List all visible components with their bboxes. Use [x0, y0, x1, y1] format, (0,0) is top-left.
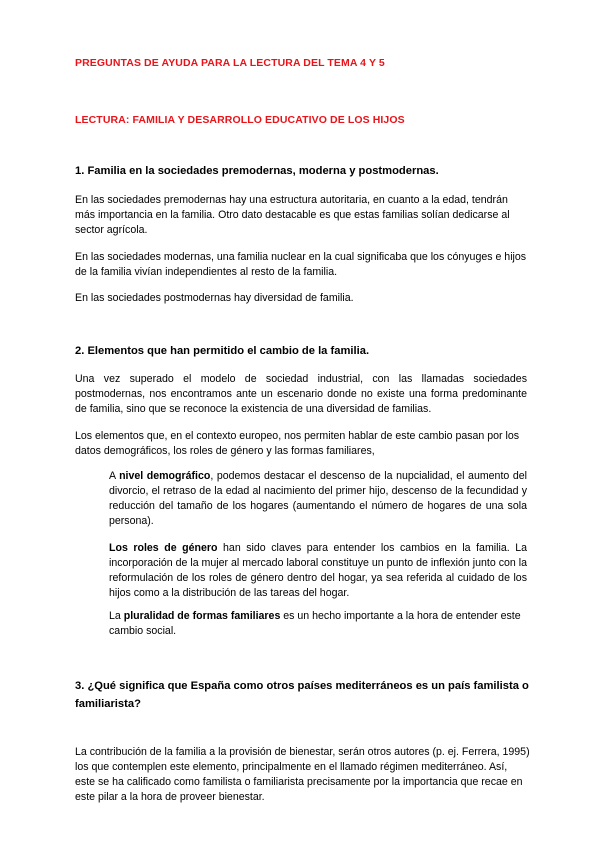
section-1-heading: 1. Familia en la sociedades premodernas, moderna y postmodernas. [75, 165, 439, 177]
section-2-paragraph-2: Los elementos que, en el contexto europeo, nos permiten hablar de este cambio pasan por los datos demográficos, los roles de género y las formas familiares, [75, 430, 520, 457]
section-2-heading: 2. Elementos que han permitido el cambio de la familia. [75, 345, 370, 357]
text-segment: , podemos destacar el descenso de la nupcialidad, el aumento del divorcio, el retraso de la edad al nacimiento del primer hijo, descenso de la fecundidad y reducción del tamaño de los hogares (aumentando el número de hogares de una sola persona). [109, 470, 527, 527]
bold-term: Los roles de género [109, 542, 218, 554]
document-title: PREGUNTAS DE AYUDA PARA LA LECTURA DEL TEMA 4 Y 5 [75, 57, 385, 69]
indented-paragraph-demographic [109, 469, 527, 529]
section-1-paragraph-2: En las sociedades modernas, una familia nuclear en la cual significaba que los cónyuges e hijos de la familia vivían independientes al resto de la familia. [75, 251, 527, 278]
text-segment: es un hecho importante a la hora de entender este cambio social. [109, 610, 521, 637]
bold-term: nivel demográfico [119, 470, 211, 482]
text-segment: han sido claves para entender los cambios en la familia. La incorporación de la mujer al mercado laboral constituye un punto de inflexión junto con la reformulación de los roles de género dentro del hogar, ya sea referida al cuidado de los hijos como a la distribución de las tareas del hogar. [109, 542, 527, 599]
bold-term: pluralidad de formas familiares [123, 610, 281, 622]
section-3-heading: 3. ¿Qué significa que España como otros países mediterráneos es un país familista o familiarista? [75, 680, 529, 710]
text-segment: La [109, 610, 124, 622]
reading-title: LECTURA: FAMILIA Y DESARROLLO EDUCATIVO DE LOS HIJOS [75, 114, 405, 126]
indented-paragraph-gender-roles [109, 541, 527, 601]
section-1-paragraph-1: En las sociedades premodernas hay una estructura autoritaria, en cuanto a la edad, tendrán más importancia en la familia. Otro dato destacable es que estas familias solían dedicarse al sector agrícola. [75, 194, 510, 236]
text-segment: A [109, 470, 120, 482]
indented-paragraph-plurality [109, 609, 527, 639]
section-3-paragraph-1: La contribución de la familia a la provisión de bienestar, serán otros autores (p. ej. Ferrera, 1995) los que contemplen este elemento, principalmente en el llamado régimen mediterráneo. Así, este se ha calificado como familista o familiarista precisamente por la importancia que recae en este pilar a la hora de proveer bienestar. [75, 746, 530, 803]
section-1-paragraph-3: En las sociedades postmodernas hay diversidad de familia. [75, 292, 354, 304]
section-2-paragraph-1: Una vez superado el modelo de sociedad industrial, con las llamadas sociedades postmodernas, nos encontramos ante un escenario donde no existe una forma predominante de familia, sino que se reconoce la existencia de una diversidad de familias. [75, 373, 527, 415]
